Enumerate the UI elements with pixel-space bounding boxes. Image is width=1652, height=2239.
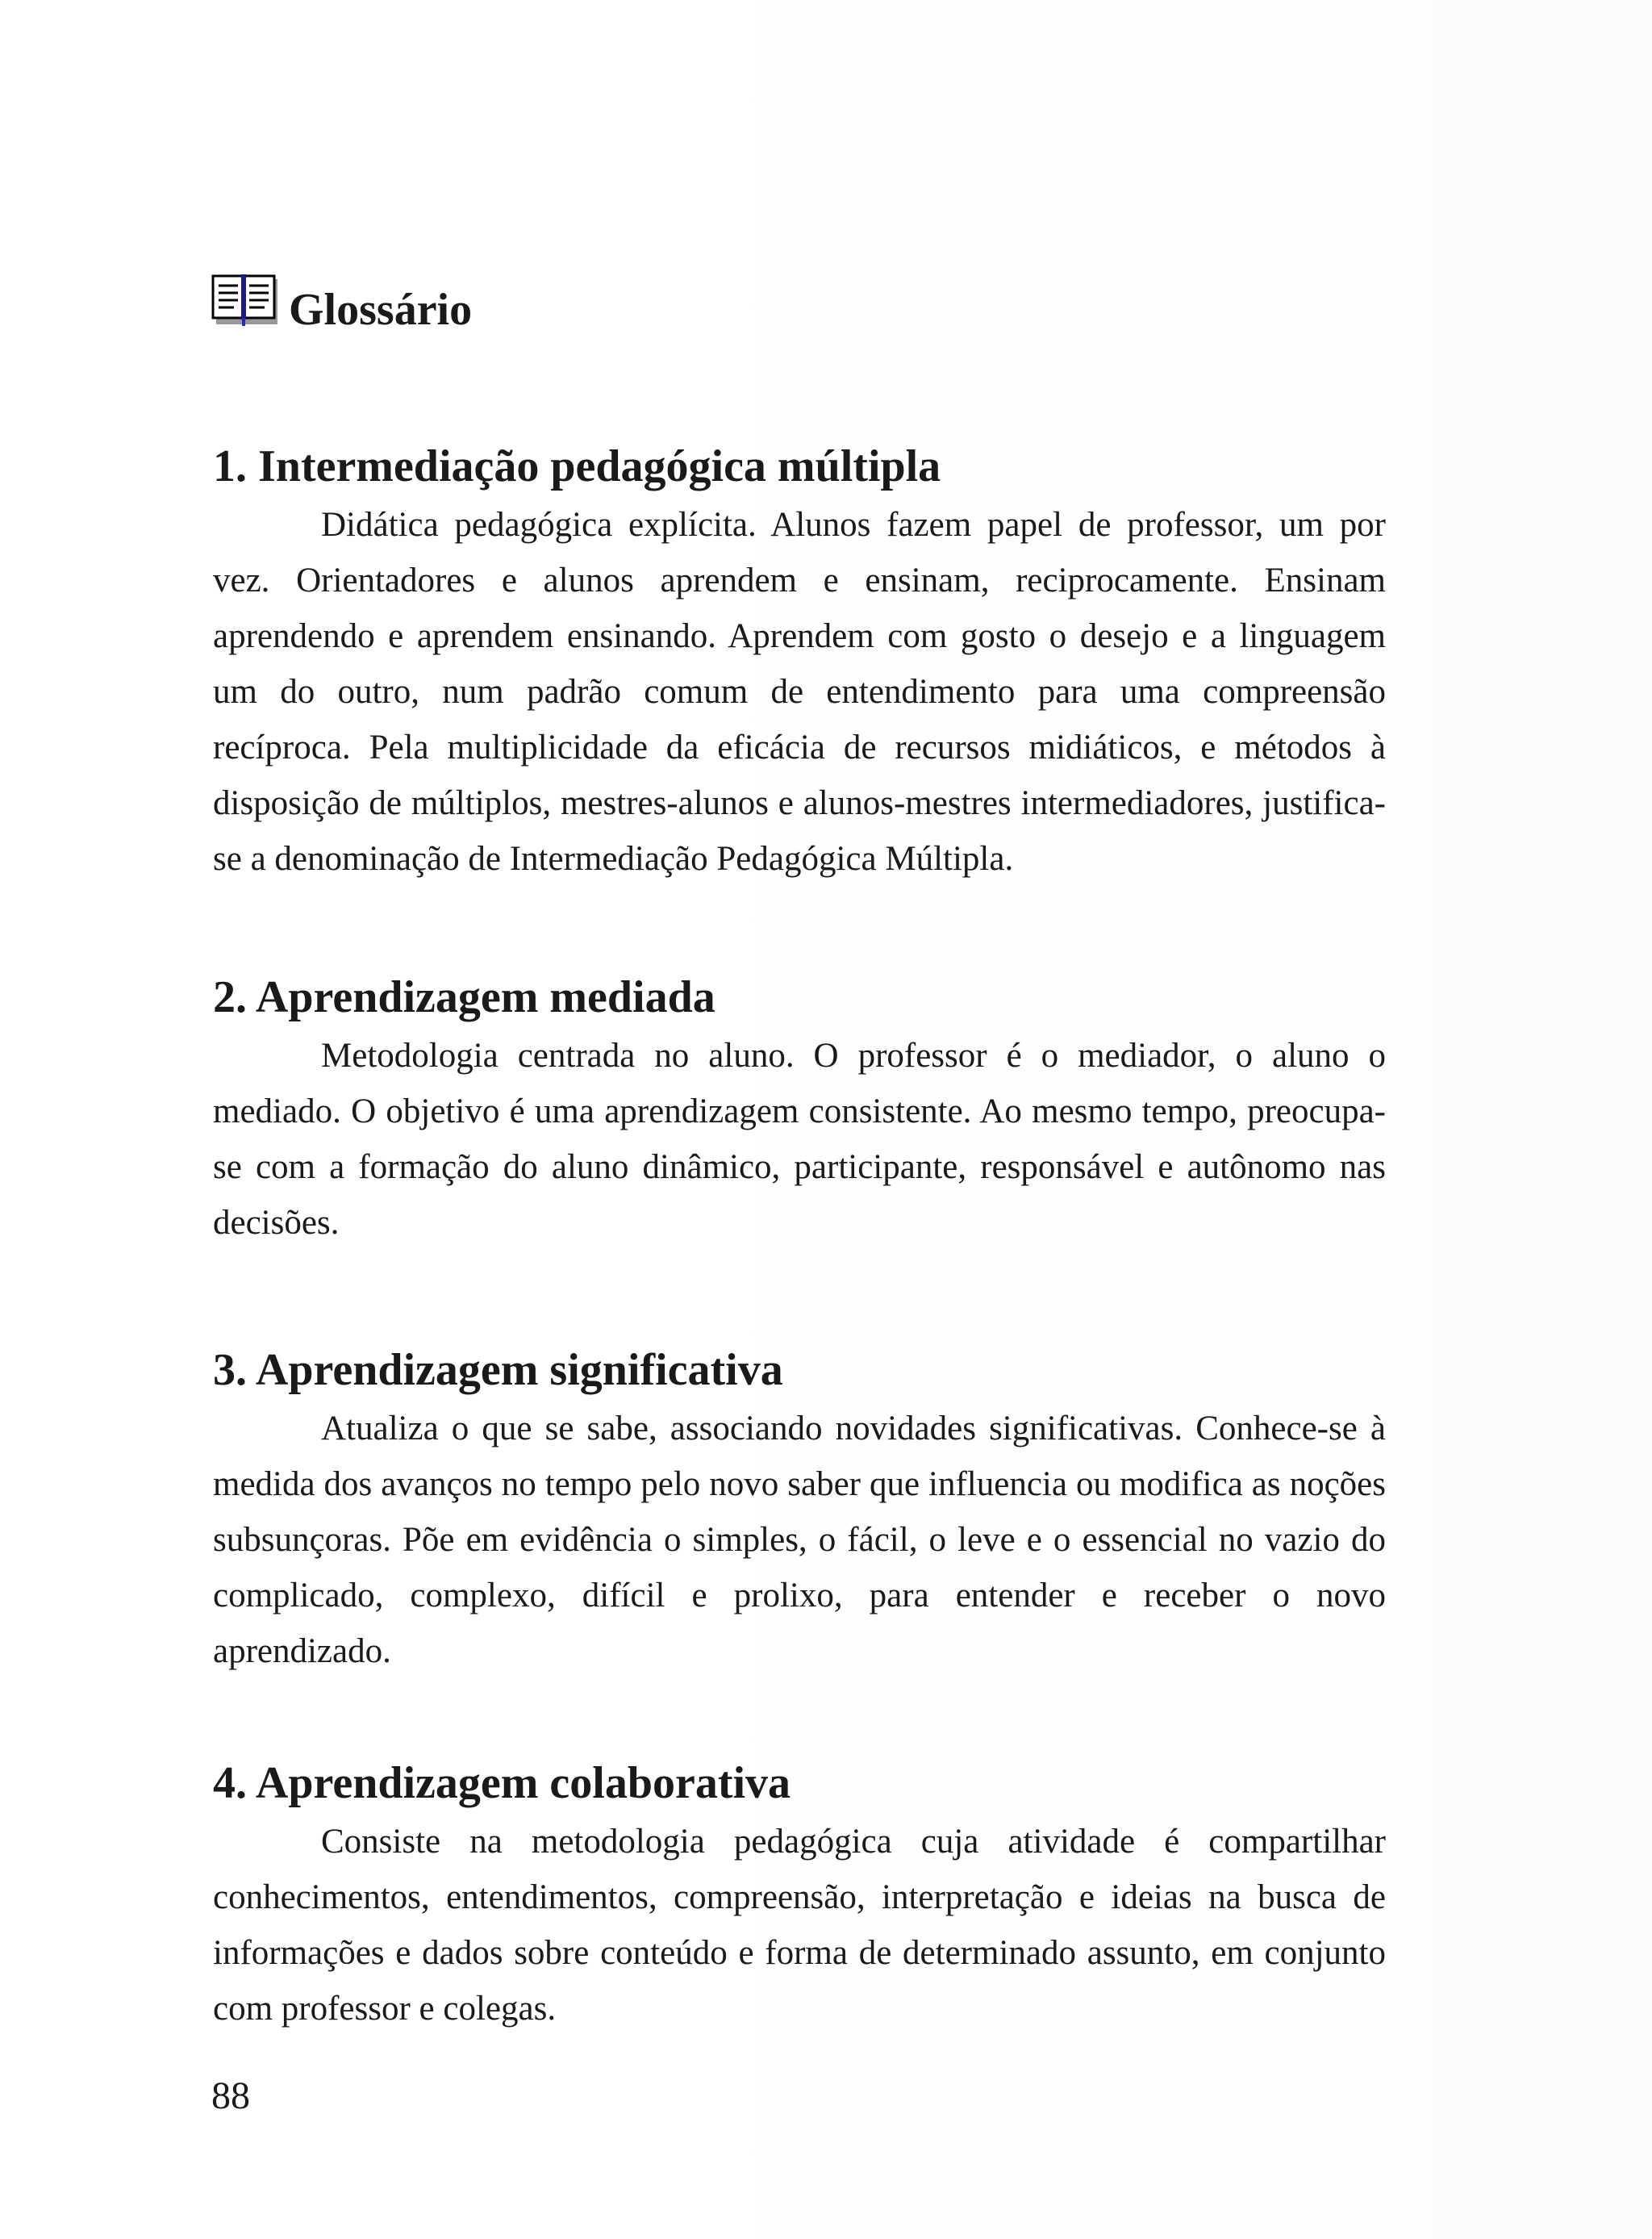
entry-body: Atualiza o que se sabe, associando novidades significativas. Conhece-se à medida dos avanços no tempo pelo novo saber que influencia ou modifica as noções subsunçoras. Põe em evidência o simples, o fácil, o leve e o essencial no vazio do complicado, complexo, difícil e prolixo, para entender e receber o novo aprendizado.	[213, 1410, 1386, 1670]
glossary-header	[211, 266, 472, 339]
entry-body: Consiste na metodologia pedagógica cuja atividade é compartilhar conhecimentos, entendimentos, compreensão, interpretação e ideias na busca de informações e dados sobre conteúdo e forma de determinado assunto, em conjunto com professor e colegas.	[213, 1823, 1386, 2028]
glossary-entry	[213, 1339, 1386, 1679]
entry-body: Didática pedagógica explícita. Alunos fazem papel de professor, um por vez. Orientadores e alunos aprendem e ensinam, reciprocamente. Ensinam aprendendo e aprendem ensinando. Aprendem com gosto o desejo e a linguagem um do outro, num padrão comum de entendimento para uma compreensão recíproca. Pela multiplicidade da eficácia de recursos midiáticos, e métodos à disposição de múltiplos, mestres-alunos e alunos-mestres intermediadores, justifica-se a denominação de Intermediação Pedagógica Múltipla.	[213, 506, 1386, 878]
glossary-book-icon	[211, 273, 279, 328]
entry-heading: 3. Aprendizagem significativa	[213, 1345, 783, 1395]
entry-heading: 1. Intermediação pedagógica múltipla	[213, 441, 941, 491]
glossary-entry	[213, 1752, 1386, 2036]
page-number: 88	[211, 2074, 250, 2117]
glossary-entry	[213, 436, 1386, 887]
entry-heading: 4. Aprendizagem colaborativa	[213, 1758, 791, 1808]
entry-body: Metodologia centrada no aluno. O professor é o mediador, o aluno o mediado. O objetivo é uma aprendizagem consistente. Ao mesmo tempo, preocupa-se com a formação do aluno dinâmico, participante, responsável e autônomo nas decisões.	[213, 1037, 1386, 1242]
glossary-entry	[213, 967, 1386, 1251]
entry-heading: 2. Aprendizagem mediada	[213, 972, 715, 1022]
page-title: Glossário	[289, 285, 473, 335]
